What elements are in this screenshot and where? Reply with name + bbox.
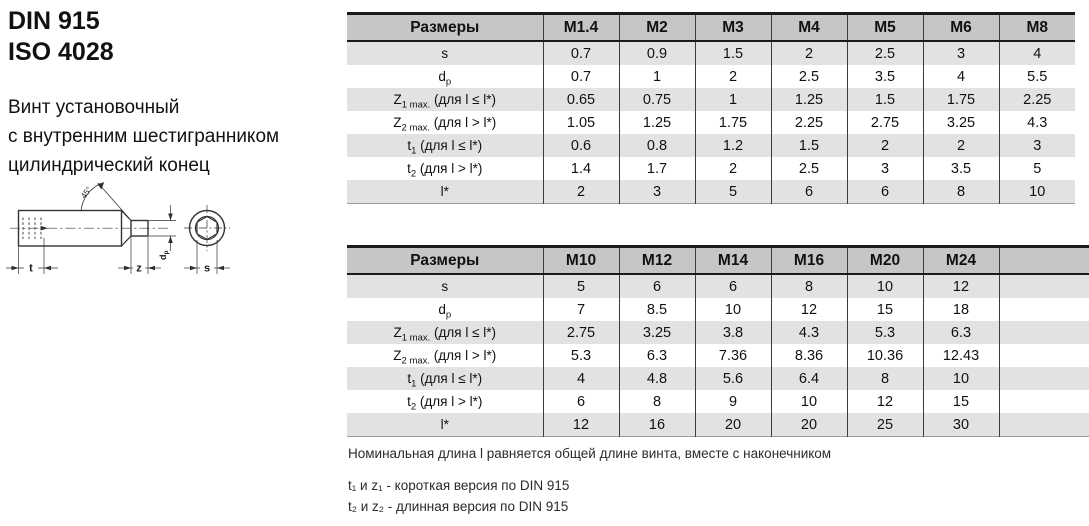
row-label: $Z_{2 max.}$ (для l > l*) xyxy=(347,111,543,134)
value-cell: 4.8 xyxy=(619,367,695,390)
value-cell: 2.75 xyxy=(543,321,619,344)
dim-label-z: z xyxy=(136,262,142,275)
value-cell: 1.7 xyxy=(619,157,695,180)
value-cell: 7 xyxy=(543,298,619,321)
table-m1.4-m8 xyxy=(347,12,1075,204)
value-cell: 8.5 xyxy=(619,298,695,321)
value-cell: 2 xyxy=(695,65,771,88)
table-row xyxy=(347,88,1075,111)
value-cell: 3 xyxy=(999,134,1075,157)
value-cell: 2.75 xyxy=(847,111,923,134)
description-line-2: с внутренним шестигранником xyxy=(8,126,280,147)
value-cell: 8 xyxy=(847,367,923,390)
column-header: M16 xyxy=(771,247,847,275)
footnotes xyxy=(348,446,831,520)
table-row xyxy=(347,111,1075,134)
table-row xyxy=(347,413,1089,437)
value-cell: 12 xyxy=(543,413,619,437)
value-cell: 3.8 xyxy=(695,321,771,344)
value-cell: 8 xyxy=(771,274,847,298)
column-header: M8 xyxy=(999,14,1075,42)
dim-label-dp: $d_p$ xyxy=(158,250,170,260)
value-cell: 1 xyxy=(695,88,771,111)
value-cell: 12 xyxy=(771,298,847,321)
note-long-version: t₂ и z₂ - длинная версия по DIN 915 xyxy=(348,499,569,514)
column-header: M1.4 xyxy=(543,14,619,42)
empty-cell xyxy=(999,367,1089,390)
note-nominal-length: Номинальная длина l равняется общей длине винта, вместе с наконечником xyxy=(348,446,832,461)
value-cell: 1.5 xyxy=(695,41,771,65)
value-cell: 3.5 xyxy=(923,157,999,180)
empty-cell xyxy=(999,298,1089,321)
value-cell: 5 xyxy=(695,180,771,204)
value-cell: 10 xyxy=(847,274,923,298)
value-cell: 6 xyxy=(847,180,923,204)
value-cell: 2.5 xyxy=(847,41,923,65)
angle-label: 45° xyxy=(79,185,94,201)
row-label: l* xyxy=(347,180,543,204)
value-cell: 20 xyxy=(695,413,771,437)
row-label: $t_1$ (для l ≤ l*) xyxy=(347,134,543,157)
value-cell: 6 xyxy=(543,390,619,413)
header-row xyxy=(347,14,1075,42)
dimension-arrows xyxy=(12,183,225,271)
value-cell: 6.3 xyxy=(619,344,695,367)
value-cell: 1.4 xyxy=(543,157,619,180)
value-cell: 12 xyxy=(847,390,923,413)
column-header: M2 xyxy=(619,14,695,42)
value-cell: 1.5 xyxy=(771,134,847,157)
column-header: M4 xyxy=(771,14,847,42)
value-cell: 1.25 xyxy=(619,111,695,134)
product-description xyxy=(8,93,348,180)
value-cell: 5.3 xyxy=(543,344,619,367)
standard-din: DIN 915 xyxy=(8,7,100,35)
value-cell: 4 xyxy=(543,367,619,390)
value-cell: 6 xyxy=(619,274,695,298)
title-block xyxy=(8,6,348,180)
value-cell: 4.3 xyxy=(771,321,847,344)
row-label: $t_1$ (для l ≤ l*) xyxy=(347,367,543,390)
chamfer-extension-line xyxy=(98,183,129,218)
table-row xyxy=(347,367,1089,390)
table-row xyxy=(347,134,1075,157)
value-cell: 1.75 xyxy=(923,88,999,111)
value-cell: 5 xyxy=(999,157,1075,180)
row-label: $Z_{1 max.}$ (для l ≤ l*) xyxy=(347,88,543,111)
dim-label-t: t xyxy=(29,262,33,275)
value-cell: 0.8 xyxy=(619,134,695,157)
value-cell: 2 xyxy=(771,41,847,65)
value-cell: 2.25 xyxy=(999,88,1075,111)
row-label: s xyxy=(347,41,543,65)
empty-cell xyxy=(999,321,1089,344)
value-cell: 1 xyxy=(619,65,695,88)
value-cell: 1.75 xyxy=(695,111,771,134)
value-cell: 3.5 xyxy=(847,65,923,88)
value-cell: 10 xyxy=(923,367,999,390)
value-cell: 10 xyxy=(695,298,771,321)
row-label: $d_p$ xyxy=(347,298,543,321)
table-row xyxy=(347,344,1089,367)
value-cell: 0.65 xyxy=(543,88,619,111)
value-cell: 1.25 xyxy=(771,88,847,111)
table-title-cell: Размеры xyxy=(347,14,543,42)
value-cell: 30 xyxy=(923,413,999,437)
column-header: M10 xyxy=(543,247,619,275)
value-cell: 3.25 xyxy=(619,321,695,344)
table-row xyxy=(347,65,1075,88)
column-header: M14 xyxy=(695,247,771,275)
value-cell: 1.05 xyxy=(543,111,619,134)
value-cell: 5.5 xyxy=(999,65,1075,88)
note-short-version: t₁ и z₁ - короткая версия по DIN 915 xyxy=(348,478,570,493)
table-title-cell: Размеры xyxy=(347,247,543,275)
value-cell: 3 xyxy=(619,180,695,204)
value-cell: 20 xyxy=(771,413,847,437)
row-label: $t_2$ (для l > l*) xyxy=(347,157,543,180)
value-cell: 2.25 xyxy=(771,111,847,134)
value-cell: 0.7 xyxy=(543,65,619,88)
value-cell: 4 xyxy=(999,41,1075,65)
standard-iso: ISO 4028 xyxy=(8,38,114,66)
value-cell: 7.36 xyxy=(695,344,771,367)
value-cell: 8.36 xyxy=(771,344,847,367)
value-cell: 0.7 xyxy=(543,41,619,65)
value-cell: 0.6 xyxy=(543,134,619,157)
column-header: M20 xyxy=(847,247,923,275)
value-cell: 6.3 xyxy=(923,321,999,344)
description-line-1: Винт установочный xyxy=(8,97,180,118)
row-label: $Z_{1 max.}$ (для l ≤ l*) xyxy=(347,321,543,344)
table-row xyxy=(347,321,1089,344)
table-row xyxy=(347,390,1089,413)
value-cell: 3.25 xyxy=(923,111,999,134)
table-m10-m24 xyxy=(347,245,1089,437)
value-cell: 5.6 xyxy=(695,367,771,390)
value-cell: 9 xyxy=(695,390,771,413)
value-cell: 1.5 xyxy=(847,88,923,111)
value-cell: 12 xyxy=(923,274,999,298)
empty-cell xyxy=(999,390,1089,413)
side-view xyxy=(6,183,176,275)
value-cell: 18 xyxy=(923,298,999,321)
value-cell: 25 xyxy=(847,413,923,437)
value-cell: 0.9 xyxy=(619,41,695,65)
row-label: $Z_{2 max.}$ (для l > l*) xyxy=(347,344,543,367)
value-cell: 4.3 xyxy=(999,111,1075,134)
value-cell: 5.3 xyxy=(847,321,923,344)
column-header: M5 xyxy=(847,14,923,42)
table-row xyxy=(347,41,1075,65)
column-header: M6 xyxy=(923,14,999,42)
value-cell: 3 xyxy=(847,157,923,180)
column-header: M24 xyxy=(923,247,999,275)
value-cell: 6.4 xyxy=(771,367,847,390)
row-label: $d_p$ xyxy=(347,65,543,88)
dimensions-m10-m24-table xyxy=(347,245,1089,437)
value-cell: 2 xyxy=(847,134,923,157)
table-row xyxy=(347,298,1089,321)
value-cell: 10.36 xyxy=(847,344,923,367)
value-cell: 2 xyxy=(543,180,619,204)
value-cell: 3 xyxy=(923,41,999,65)
value-cell: 8 xyxy=(923,180,999,204)
value-cell: 15 xyxy=(847,298,923,321)
empty-header-cell xyxy=(999,247,1089,275)
description-line-3: цилиндрический конец xyxy=(8,155,210,176)
value-cell: 10 xyxy=(771,390,847,413)
value-cell: 2 xyxy=(695,157,771,180)
value-cell: 0.75 xyxy=(619,88,695,111)
table-row xyxy=(347,180,1075,204)
value-cell: 6 xyxy=(771,180,847,204)
value-cell: 12.43 xyxy=(923,344,999,367)
column-header: M3 xyxy=(695,14,771,42)
empty-cell xyxy=(999,413,1089,437)
value-cell: 8 xyxy=(619,390,695,413)
table-row xyxy=(347,274,1089,298)
value-cell: 10 xyxy=(999,180,1075,204)
empty-cell xyxy=(999,274,1089,298)
dimensions-m1.4-m8-table xyxy=(347,12,1075,204)
value-cell: 2.5 xyxy=(771,157,847,180)
value-cell: 15 xyxy=(923,390,999,413)
value-cell: 6 xyxy=(695,274,771,298)
row-label: s xyxy=(347,274,543,298)
dim-label-s: s xyxy=(203,262,211,275)
value-cell: 5 xyxy=(543,274,619,298)
header-row xyxy=(347,247,1089,275)
value-cell: 16 xyxy=(619,413,695,437)
empty-cell xyxy=(999,344,1089,367)
row-label: $t_2$ (для l > l*) xyxy=(347,390,543,413)
row-label: l* xyxy=(347,413,543,437)
technical-drawing xyxy=(2,176,242,290)
value-cell: 2 xyxy=(923,134,999,157)
column-header: M12 xyxy=(619,247,695,275)
value-cell: 1.2 xyxy=(695,134,771,157)
value-cell: 2.5 xyxy=(771,65,847,88)
table-row xyxy=(347,157,1075,180)
value-cell: 4 xyxy=(923,65,999,88)
